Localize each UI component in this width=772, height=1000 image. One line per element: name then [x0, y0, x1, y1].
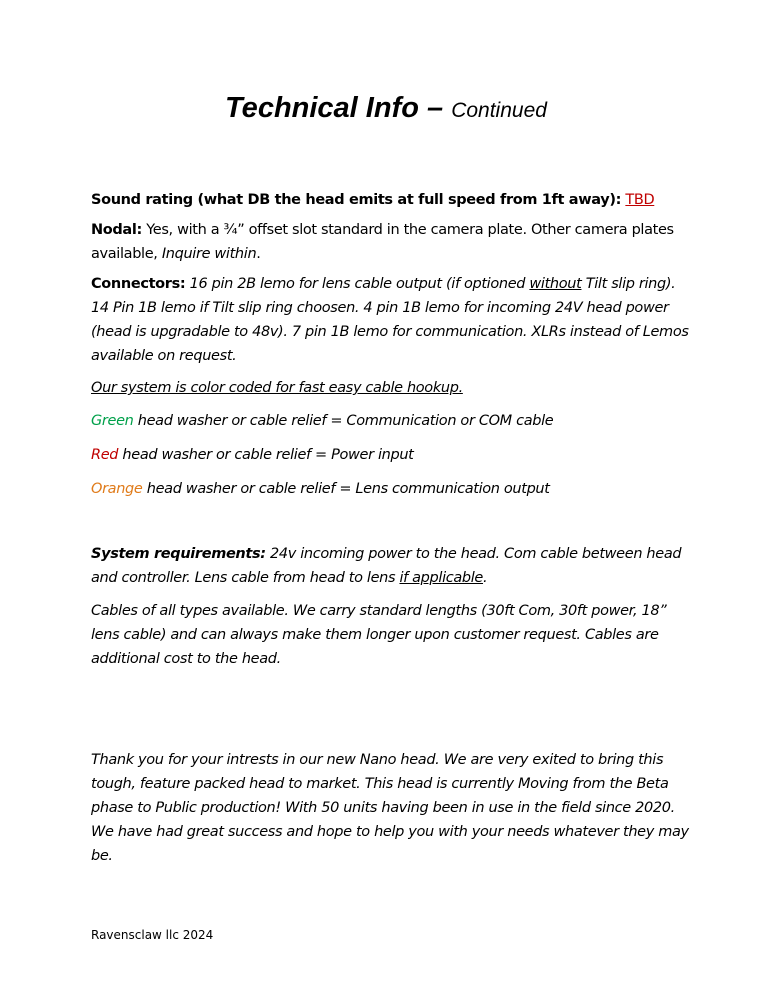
thanks-paragraph: Thank you for your intrests in our new Nano head. We are very exited to bring this tough, feature packed head to market. This head is currently Moving from the Beta phase to Public production! With 50 units having been in use in the field since 2020. We have had great success and hope to help you with your needs whatever they may be. [91, 752, 689, 864]
color-name-orange: Orange [91, 481, 143, 497]
nodal-emphasis: Inquire within [161, 246, 257, 262]
footer-text: Ravensclaw llc 2024 [91, 928, 214, 942]
sound-rating-value: TBD [625, 192, 655, 208]
connectors-underlined: without [529, 276, 582, 292]
color-code-red [91, 443, 691, 467]
color-desc-green: head washer or cable relief = Communication or COM cable [137, 413, 554, 429]
page-title [0, 88, 772, 131]
sound-rating-label: Sound rating (what DB the head emits at full speed from 1ft away): [91, 192, 622, 208]
color-name-red: Red [91, 447, 119, 463]
nodal-label: Nodal: [91, 222, 142, 238]
system-requirements-text: 24v incoming power to the head. Com cable between head and controller. Lens cable from head to lens [91, 546, 682, 586]
color-code-green [91, 409, 691, 433]
color-code-orange [91, 477, 691, 501]
nodal-paragraph [91, 218, 691, 266]
title-main: Technical Info – [225, 92, 444, 124]
system-requirements-underlined: if applicable [399, 570, 484, 586]
sound-rating-paragraph [91, 188, 691, 212]
color-desc-red: head washer or cable relief = Power input [122, 447, 414, 463]
cables-paragraph: Cables of all types available. We carry standard lengths (30ft Com, 30ft power, 18” lens cable) and can always make them longer upon customer request. Cables are additional cost to the head. [91, 603, 667, 667]
color-desc-orange: head washer or cable relief = Lens communication output [146, 481, 550, 497]
nodal-end: . [256, 246, 261, 262]
system-requirements-end: . [483, 570, 488, 586]
nodal-text: Yes, with a ¾” offset slot standard in the camera plate. Other camera plates available, [91, 222, 674, 262]
connectors-part2: Tilt slip ring). 14 Pin 1B lemo if Tilt slip ring choosen. 4 pin 1B lemo for incoming 24V head power (head is upgradable to 48v). 7 pin 1B lemo for communication. XLRs instead of Lemos available on request. [91, 276, 689, 364]
system-requirements-paragraph [91, 542, 691, 590]
color-code-intro: Our system is color coded for fast easy cable hookup. [91, 380, 463, 396]
system-requirements-label: System requirements: [91, 546, 266, 562]
connectors-part1: 16 pin 2B lemo for lens cable output (if optioned [189, 276, 526, 292]
title-sub: Continued [451, 99, 547, 122]
connectors-paragraph [91, 272, 691, 368]
color-name-green: Green [91, 413, 134, 429]
connectors-label: Connectors: [91, 276, 186, 292]
